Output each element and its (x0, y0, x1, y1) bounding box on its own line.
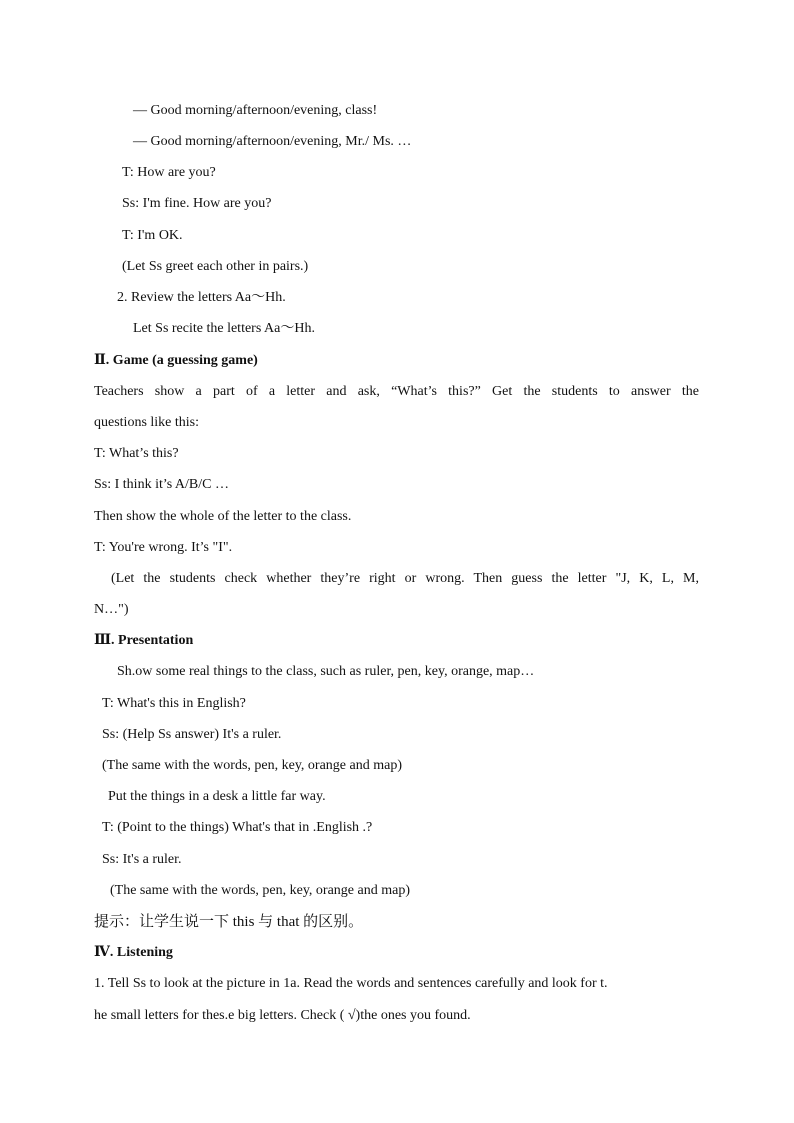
section-heading-listening: Ⅳ. Listening (94, 945, 173, 960)
instruction-line: Put the things in a desk a little far way. (108, 789, 326, 804)
dialogue-line: — Good morning/afternoon/evening, class! (133, 103, 378, 118)
dialogue-line: T: I'm OK. (122, 228, 183, 243)
paragraph-line: Sh.ow some real things to the class, such as ruler, pen, key, orange, map… (117, 664, 535, 679)
section-heading-presentation: Ⅲ. Presentation (94, 633, 194, 648)
dialogue-line: T: You're wrong. It’s "I". (94, 540, 233, 555)
paragraph-line: 1. Tell Ss to look at the picture in 1a. Read the words and sentences carefully and look for t. (94, 976, 608, 991)
dialogue-line: Ss: (Help Ss answer) It's a ruler. (102, 727, 282, 742)
section-heading-game: Ⅱ. Game (a guessing game) (94, 353, 258, 368)
paragraph-line: Then show the whole of the letter to the class. (94, 509, 352, 524)
dialogue-line: T: What’s this? (94, 446, 179, 461)
dialogue-line: T: What's this in English? (102, 696, 246, 711)
step-line: 2. Review the letters Aa～Hh. (117, 290, 286, 305)
paragraph-line: Teachers show a part of a letter and ask, “What’s this?” Get the students to answer the (94, 384, 699, 399)
instruction-line: (The same with the words, pen, key, orange and map) (110, 883, 410, 898)
paragraph-line: (Let the students check whether they’re right or wrong. Then guess the letter "J, K, L, M, (111, 571, 699, 586)
instruction-line: (The same with the words, pen, key, orange and map) (102, 758, 402, 773)
dialogue-line: T: (Point to the things) What's that in .English .? (102, 820, 373, 835)
paragraph-line: questions like this: (94, 415, 199, 430)
dialogue-line: T: How are you? (122, 165, 216, 180)
paragraph-line: N…") (94, 602, 129, 617)
instruction-line: Let Ss recite the letters Aa～Hh. (133, 321, 315, 336)
instruction-line: (Let Ss greet each other in pairs.) (122, 259, 309, 274)
tip-line: 提示：让学生说一下 this 与 that 的区别。 (94, 914, 364, 930)
dialogue-line: — Good morning/afternoon/evening, Mr./ Ms. … (133, 134, 412, 149)
dialogue-line: Ss: I think it’s A/B/C … (94, 477, 229, 492)
paragraph-line: he small letters for thes.e big letters. Check ( √)the ones you found. (94, 1008, 471, 1023)
dialogue-line: Ss: I'm fine. How are you? (122, 196, 272, 211)
dialogue-line: Ss: It's a ruler. (102, 852, 182, 867)
